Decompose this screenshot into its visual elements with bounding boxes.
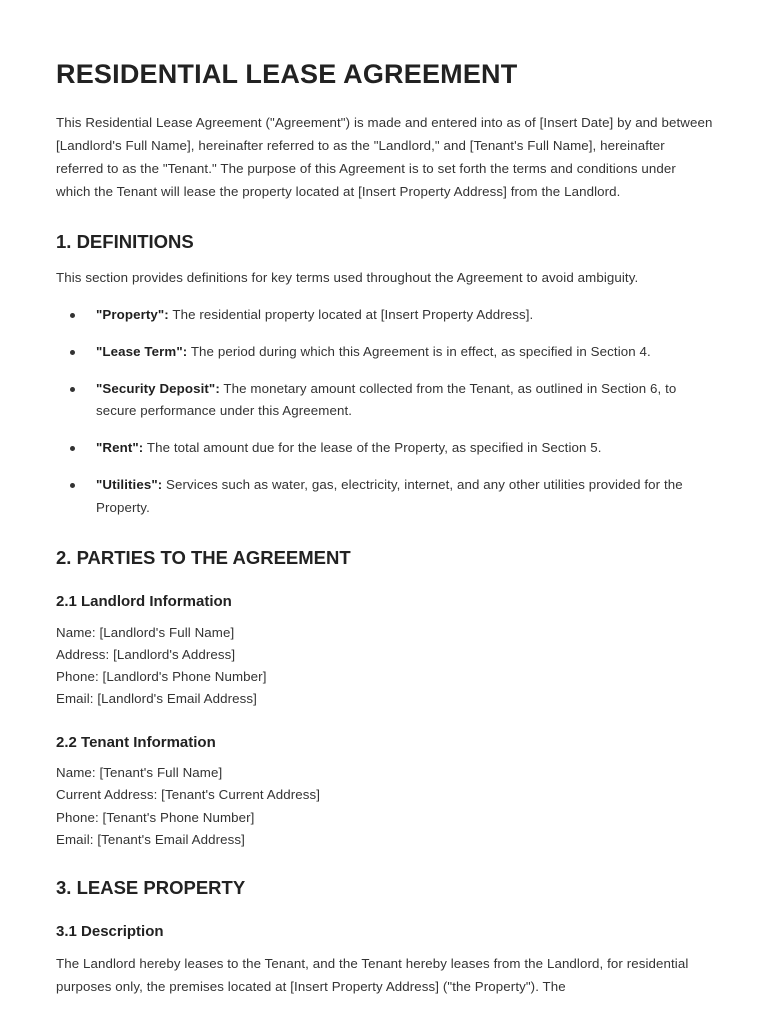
definition-text: The total amount due for the lease of the Property, as specified in Section 5. — [143, 440, 602, 456]
list-item — [56, 474, 714, 520]
landlord-info-block — [56, 623, 714, 710]
list-item — [56, 378, 714, 424]
section-heading-parties: 2. PARTIES TO THE AGREEMENT — [56, 546, 351, 568]
definition-term: "Property": — [96, 306, 169, 322]
section-heading-definitions: 1. DEFINITIONS — [56, 230, 194, 252]
page-title: RESIDENTIAL LEASE AGREEMENT — [56, 59, 518, 89]
definition-term: "Lease Term": — [96, 343, 188, 359]
tenant-email: Email: [Tenant's Email Address] — [56, 831, 245, 847]
tenant-name: Name: [Tenant's Full Name] — [56, 765, 223, 781]
definitions-list — [56, 304, 714, 520]
landlord-address: Address: [Landlord's Address] — [56, 646, 236, 662]
landlord-email: Email: [Landlord's Email Address] — [56, 691, 257, 707]
list-item — [56, 304, 714, 327]
section-heading-lease-property: 3. LEASE PROPERTY — [56, 877, 246, 899]
landlord-name: Name: [Landlord's Full Name] — [56, 624, 235, 640]
subsection-heading-description: 3.1 Description — [56, 923, 164, 941]
definition-term: "Rent": — [96, 440, 144, 456]
list-item — [56, 437, 714, 460]
description-paragraph: The Landlord hereby leases to the Tenant, and the Tenant hereby leases from the Landlord, for residential purposes only, the premises located at [Insert Property Address] ("the Property"). The — [56, 955, 689, 994]
tenant-info-block — [56, 763, 714, 850]
definition-text: The residential property located at [Insert Property Address]. — [168, 306, 534, 322]
definition-term: "Utilities": — [96, 477, 163, 493]
subsection-heading-tenant-info: 2.2 Tenant Information — [56, 733, 216, 751]
definition-term: "Security Deposit": — [96, 380, 220, 396]
tenant-phone: Phone: [Tenant's Phone Number] — [56, 809, 255, 825]
tenant-address: Current Address: [Tenant's Current Address] — [56, 787, 321, 803]
definition-text: The monetary amount collected from the Tenant, as outlined in Section 6, to secure performance under this Agreement. — [96, 380, 677, 419]
landlord-phone: Phone: [Landlord's Phone Number] — [56, 669, 267, 685]
definition-text: The period during which this Agreement is in effect, as specified in Section 4. — [187, 343, 651, 359]
subsection-heading-landlord-info: 2.1 Landlord Information — [56, 592, 232, 610]
list-item — [56, 341, 714, 364]
intro-paragraph: This Residential Lease Agreement ("Agreement") is made and entered into as of [Insert Date] by and between [Landlord's Full Name], hereinafter referred to as the "Landlord," and [Tenant's Full Name], hereinafter referred to as the "Tenant." The purpose of this Agreement is to set forth the terms and conditions under which the Tenant will lease the property located at [Insert Property Address] from the Landlord. — [56, 115, 713, 199]
definition-text: Services such as water, gas, electricity, internet, and any other utilities provided for the Property. — [96, 477, 683, 515]
definitions-intro: This section provides definitions for key terms used throughout the Agreement to avoid ambiguity. — [56, 269, 639, 285]
